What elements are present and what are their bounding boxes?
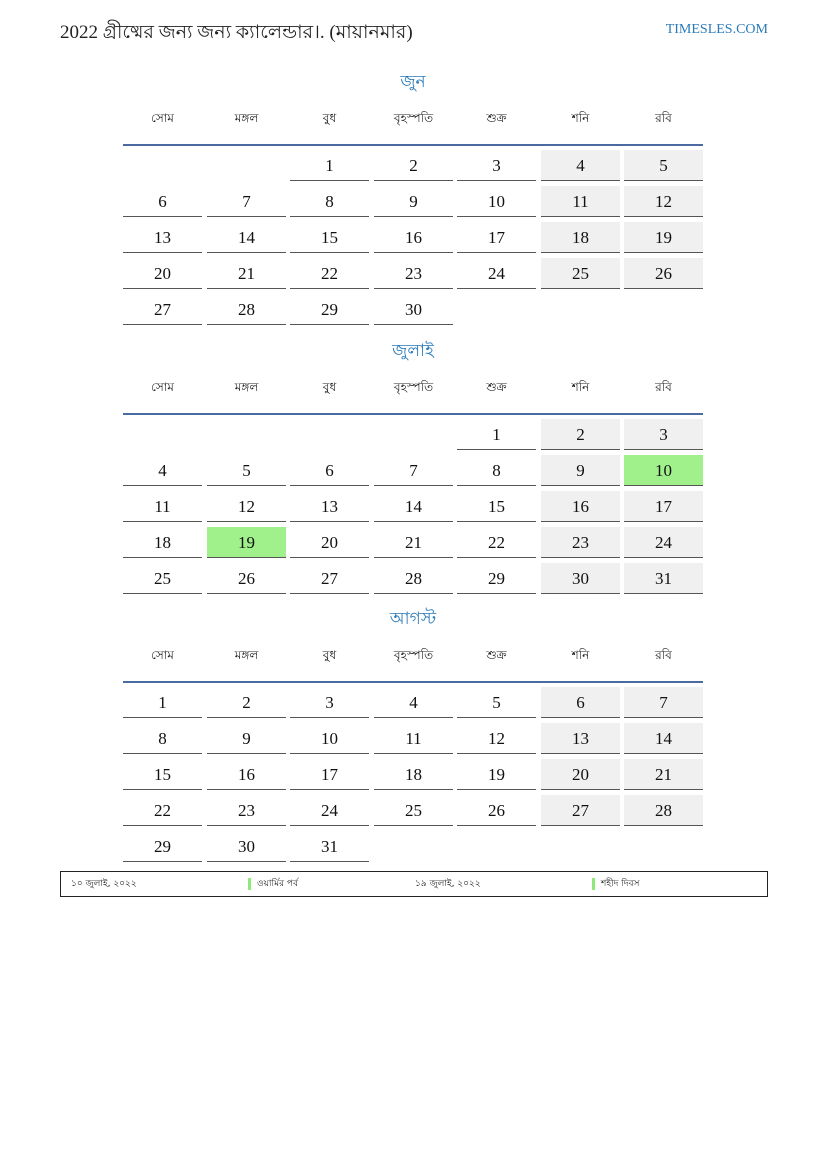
day-cell[interactable]: 1 xyxy=(457,419,536,450)
day-cell[interactable]: 8 xyxy=(290,186,369,217)
day-cell[interactable]: 1 xyxy=(290,150,369,181)
weekday-label: রবি xyxy=(655,380,672,394)
weekday-header xyxy=(123,377,703,415)
day-cell[interactable]: 28 xyxy=(374,563,453,594)
day-cell[interactable]: 1 xyxy=(123,687,202,718)
day-cell[interactable]: 21 xyxy=(624,759,703,790)
day-cell[interactable]: 11 xyxy=(123,491,202,522)
day-cell[interactable]: 15 xyxy=(457,491,536,522)
day-cell[interactable]: 12 xyxy=(624,186,703,217)
day-cell[interactable]: 29 xyxy=(123,831,202,862)
day-cell[interactable]: 25 xyxy=(123,563,202,594)
weekday-label: মঙ্গল xyxy=(234,648,259,662)
day-cell[interactable]: 14 xyxy=(207,222,286,253)
day-cell[interactable]: 31 xyxy=(290,831,369,862)
weekday-label: বৃহস্পতি xyxy=(393,111,434,125)
day-cell[interactable]: 26 xyxy=(457,795,536,826)
weekday-label: মঙ্গল xyxy=(234,111,259,125)
day-cell[interactable]: 24 xyxy=(457,258,536,289)
weekday-label: রবি xyxy=(655,111,672,125)
holiday-date: ১৯ জুলাই, ২০২২ xyxy=(415,879,481,889)
day-cell[interactable]: 23 xyxy=(207,795,286,826)
day-cell[interactable]: 8 xyxy=(123,723,202,754)
day-cell[interactable]: 20 xyxy=(123,258,202,289)
day-cell[interactable]: 6 xyxy=(123,186,202,217)
day-cell[interactable]: 30 xyxy=(541,563,620,594)
weekday-header xyxy=(123,108,703,146)
day-cell[interactable]: 11 xyxy=(374,723,453,754)
month-block xyxy=(123,609,703,867)
day-cell[interactable]: 7 xyxy=(207,186,286,217)
weekday-label: মঙ্গল xyxy=(234,380,259,394)
day-cell[interactable]: 31 xyxy=(624,563,703,594)
weekday-label: রবি xyxy=(655,648,672,662)
day-cell[interactable]: 9 xyxy=(374,186,453,217)
day-cell[interactable]: 14 xyxy=(374,491,453,522)
day-cell[interactable]: 30 xyxy=(207,831,286,862)
day-cell[interactable]: 10 xyxy=(457,186,536,217)
weekday-label: সোম xyxy=(151,648,174,662)
month-name: জুলাই xyxy=(392,341,434,360)
day-cell[interactable]: 2 xyxy=(374,150,453,181)
day-cell[interactable]: 3 xyxy=(290,687,369,718)
day-cell[interactable]: 15 xyxy=(123,759,202,790)
weekday-label: শনি xyxy=(571,380,590,394)
day-cell[interactable]: 5 xyxy=(457,687,536,718)
day-cell[interactable]: 27 xyxy=(541,795,620,826)
day-cell[interactable]: 15 xyxy=(290,222,369,253)
day-cell[interactable]: 18 xyxy=(374,759,453,790)
day-cell[interactable]: 4 xyxy=(123,455,202,486)
day-cell[interactable]: 12 xyxy=(457,723,536,754)
day-cell[interactable]: 4 xyxy=(374,687,453,718)
holiday-day-cell[interactable]: 10 xyxy=(624,455,703,486)
day-cell[interactable]: 16 xyxy=(374,222,453,253)
day-cell[interactable]: 17 xyxy=(624,491,703,522)
day-cell[interactable]: 29 xyxy=(457,563,536,594)
day-cell[interactable]: 3 xyxy=(457,150,536,181)
day-cell[interactable]: 5 xyxy=(207,455,286,486)
day-cell[interactable]: 21 xyxy=(374,527,453,558)
month-block xyxy=(123,72,703,330)
day-cell[interactable]: 9 xyxy=(207,723,286,754)
day-grid xyxy=(123,419,703,599)
day-cell[interactable]: 5 xyxy=(624,150,703,181)
day-cell[interactable]: 16 xyxy=(207,759,286,790)
weekday-label: বুধ xyxy=(322,111,337,125)
day-cell[interactable]: 13 xyxy=(123,222,202,253)
day-cell[interactable]: 23 xyxy=(374,258,453,289)
weekday-label: শনি xyxy=(571,648,590,662)
day-cell[interactable]: 18 xyxy=(541,222,620,253)
page-title: 2022 গ্রীষ্মের জন্য জন্য ক্যালেন্ডার।. (মায়ানমার) xyxy=(60,22,413,43)
day-cell[interactable]: 26 xyxy=(207,563,286,594)
day-cell[interactable]: 20 xyxy=(290,527,369,558)
day-cell[interactable]: 25 xyxy=(374,795,453,826)
day-cell[interactable]: 28 xyxy=(207,294,286,325)
weekday-label: বুধ xyxy=(322,380,337,394)
weekday-label: বৃহস্পতি xyxy=(393,380,434,394)
day-cell[interactable]: 24 xyxy=(290,795,369,826)
day-cell[interactable]: 4 xyxy=(541,150,620,181)
weekday-label: বুধ xyxy=(322,648,337,662)
day-cell[interactable]: 3 xyxy=(624,419,703,450)
weekday-label: শনি xyxy=(571,111,590,125)
weekday-label: সোম xyxy=(151,111,174,125)
day-cell[interactable]: 18 xyxy=(123,527,202,558)
day-cell[interactable]: 12 xyxy=(207,491,286,522)
weekday-label: সোম xyxy=(151,380,174,394)
day-cell[interactable]: 13 xyxy=(541,723,620,754)
day-cell[interactable]: 19 xyxy=(624,222,703,253)
day-grid xyxy=(123,687,703,867)
day-cell[interactable]: 22 xyxy=(123,795,202,826)
day-cell[interactable]: 17 xyxy=(290,759,369,790)
day-cell[interactable]: 22 xyxy=(457,527,536,558)
day-cell[interactable]: 21 xyxy=(207,258,286,289)
day-cell[interactable]: 30 xyxy=(374,294,453,325)
day-cell[interactable]: 8 xyxy=(457,455,536,486)
weekday-label: বৃহস্পতি xyxy=(393,648,434,662)
day-cell[interactable]: 6 xyxy=(290,455,369,486)
weekday-label: শুক্র xyxy=(486,380,507,394)
holiday-name: শহীদ দিবস xyxy=(601,879,640,889)
day-cell[interactable]: 22 xyxy=(290,258,369,289)
day-cell[interactable]: 13 xyxy=(290,491,369,522)
month-name: আগস্ট xyxy=(389,609,437,628)
day-cell[interactable]: 9 xyxy=(541,455,620,486)
day-cell[interactable]: 19 xyxy=(457,759,536,790)
month-block xyxy=(123,341,703,599)
day-cell[interactable]: 17 xyxy=(457,222,536,253)
brand-link[interactable]: TIMESLES.COM xyxy=(665,22,768,37)
weekday-header xyxy=(123,645,703,683)
month-name: জুন xyxy=(400,72,426,91)
weekday-label: শুক্র xyxy=(486,648,507,662)
day-cell[interactable]: 29 xyxy=(290,294,369,325)
day-cell[interactable]: 2 xyxy=(541,419,620,450)
day-cell[interactable]: 6 xyxy=(541,687,620,718)
day-cell[interactable]: 28 xyxy=(624,795,703,826)
day-cell[interactable]: 25 xyxy=(541,258,620,289)
day-cell[interactable]: 2 xyxy=(207,687,286,718)
day-cell[interactable]: 7 xyxy=(624,687,703,718)
day-cell[interactable]: 11 xyxy=(541,186,620,217)
day-cell[interactable]: 27 xyxy=(123,294,202,325)
holiday-marker xyxy=(248,878,251,890)
holiday-day-cell[interactable]: 19 xyxy=(207,527,286,558)
day-cell[interactable]: 27 xyxy=(290,563,369,594)
day-cell[interactable]: 10 xyxy=(290,723,369,754)
day-cell[interactable]: 24 xyxy=(624,527,703,558)
day-cell[interactable]: 14 xyxy=(624,723,703,754)
holiday-legend xyxy=(60,871,768,897)
holiday-date: ১০ জুলাই, ২০২২ xyxy=(71,879,137,889)
day-cell[interactable]: 7 xyxy=(374,455,453,486)
weekday-label: শুক্র xyxy=(486,111,507,125)
day-cell[interactable]: 20 xyxy=(541,759,620,790)
holiday-name: ওয়ার্মির পর্ব xyxy=(257,879,299,889)
day-cell[interactable]: 16 xyxy=(541,491,620,522)
day-cell[interactable]: 23 xyxy=(541,527,620,558)
holiday-marker xyxy=(592,878,595,890)
day-cell[interactable]: 26 xyxy=(624,258,703,289)
day-grid xyxy=(123,150,703,330)
